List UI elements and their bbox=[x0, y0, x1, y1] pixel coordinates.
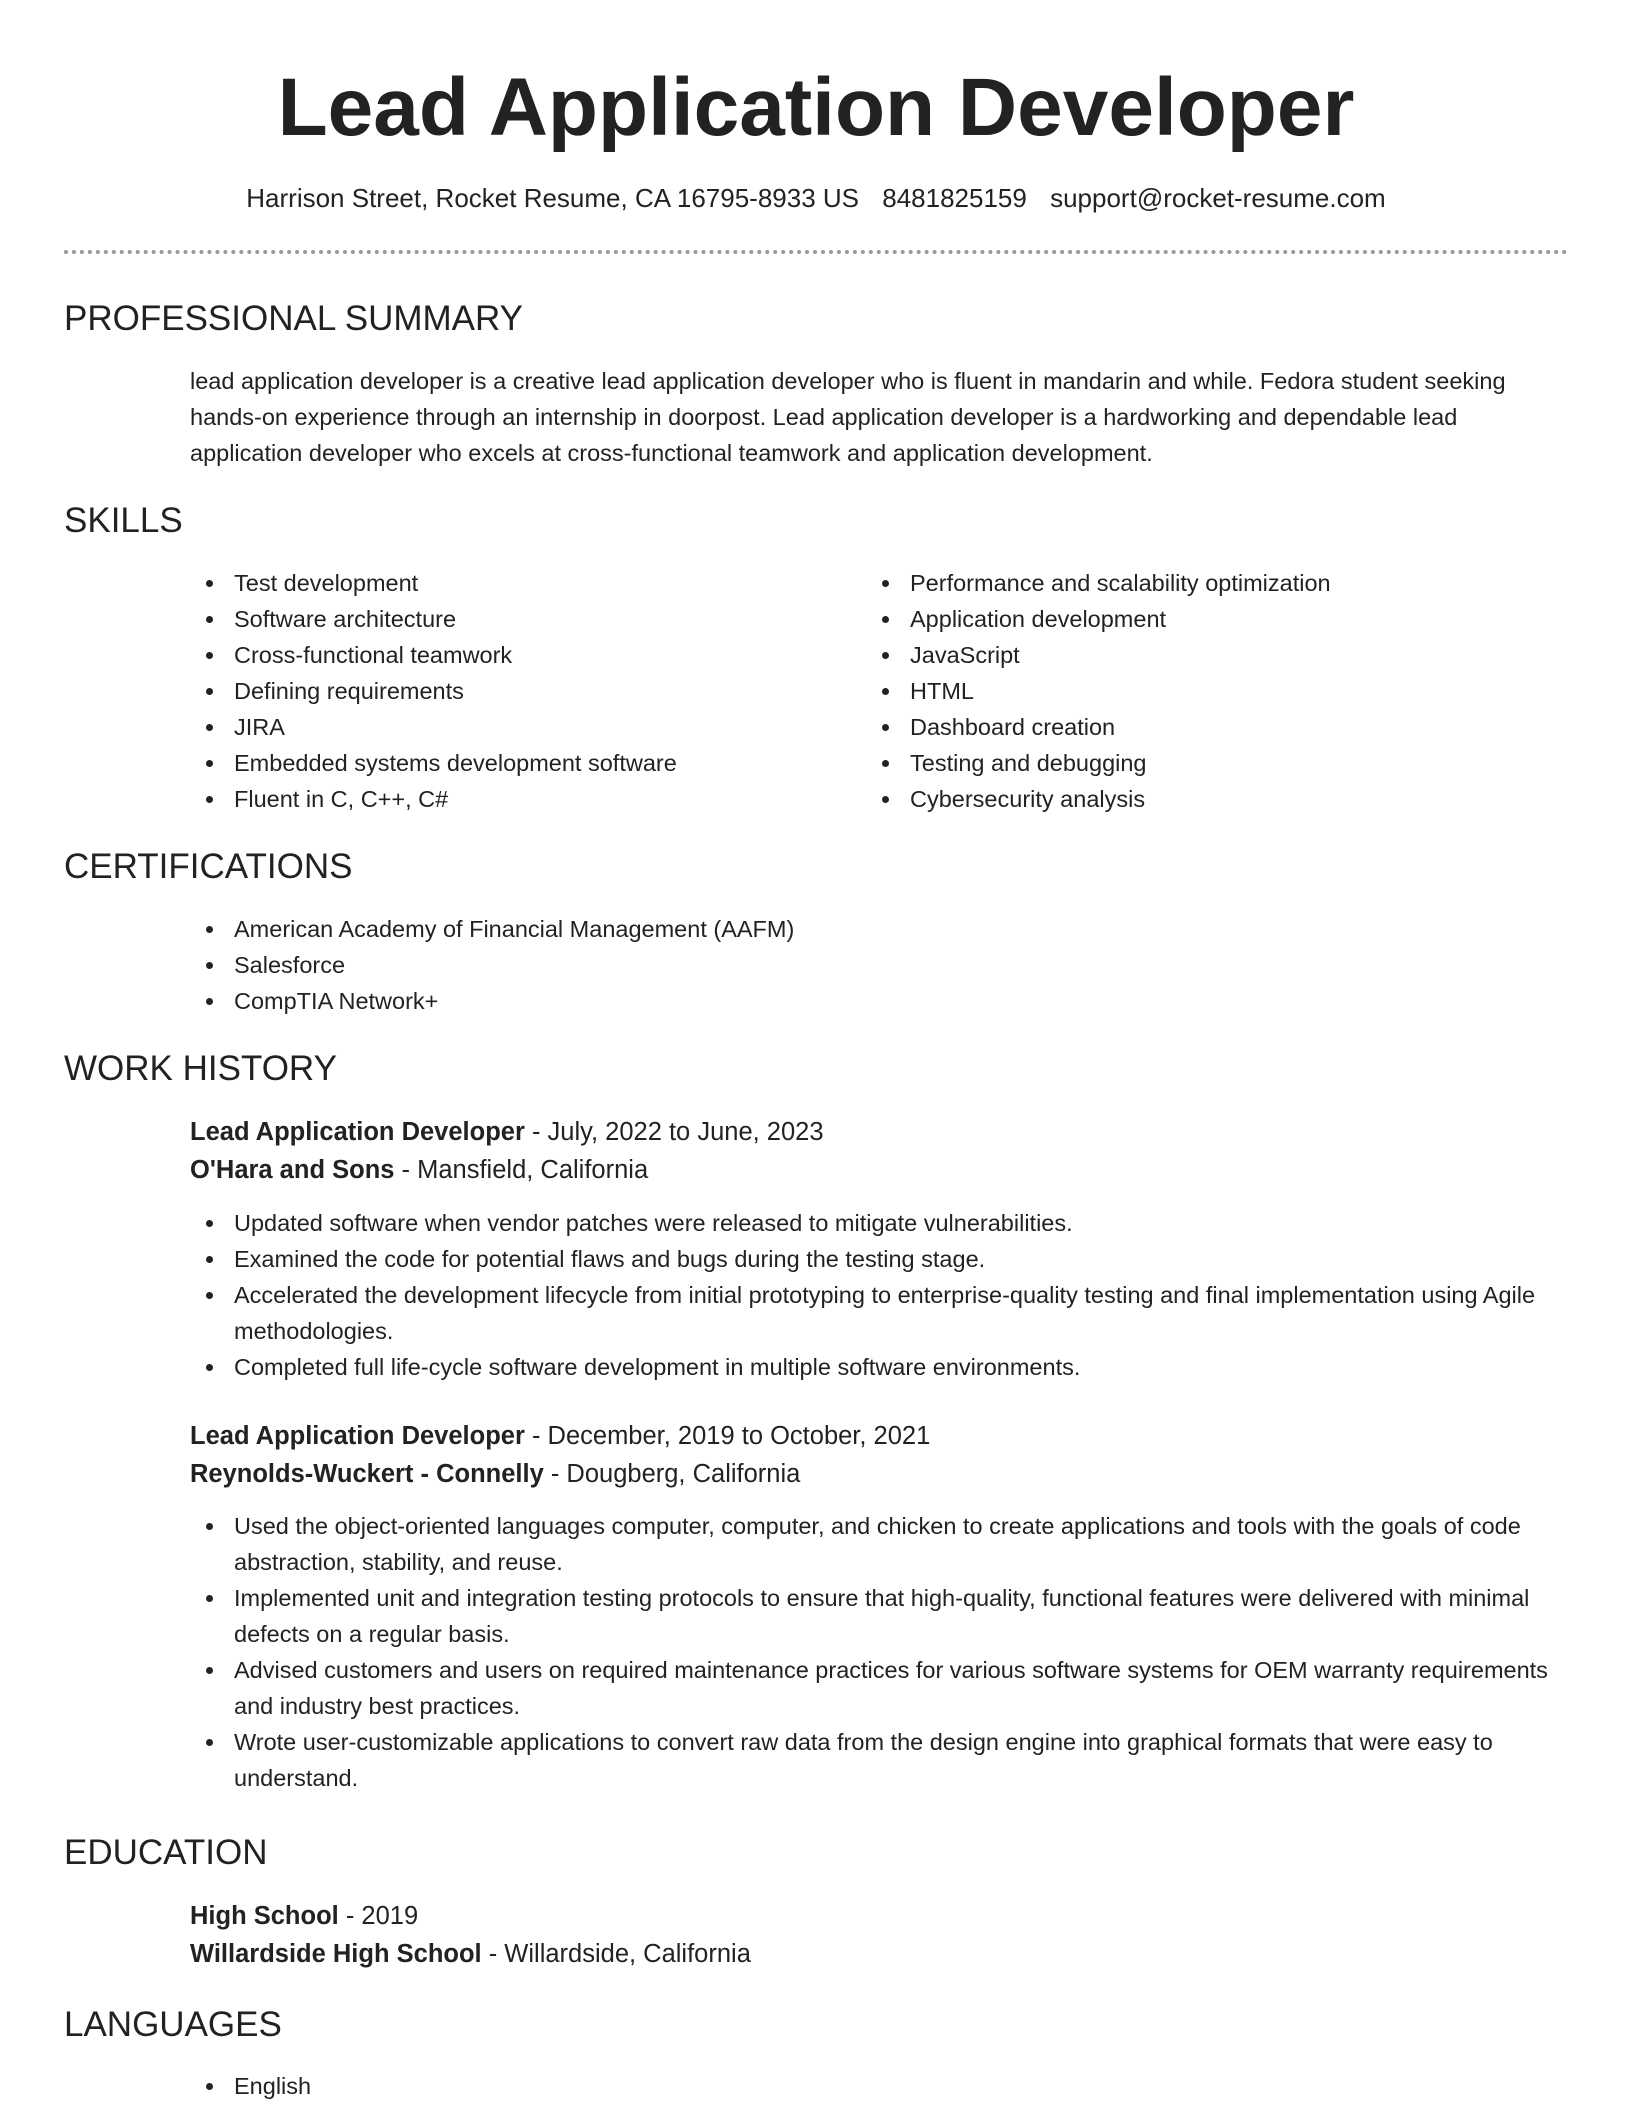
job-entry bbox=[190, 1417, 1570, 1493]
skill-item: Cross-functional teamwork bbox=[190, 637, 850, 673]
contact-email: support@rocket-resume.com bbox=[1050, 183, 1386, 213]
skill-item: Test development bbox=[190, 565, 850, 601]
skill-item: Testing and debugging bbox=[866, 745, 1526, 781]
skill-item: JIRA bbox=[190, 709, 850, 745]
job-company: O'Hara and Sons bbox=[190, 1156, 395, 1184]
resume-name: Lead Application Developer bbox=[277, 62, 1355, 153]
skill-item: JavaScript bbox=[866, 637, 1526, 673]
summary-title: PROFESSIONAL SUMMARY bbox=[64, 299, 523, 338]
skill-item: Embedded systems development software bbox=[190, 745, 850, 781]
skills-section bbox=[64, 500, 1568, 542]
job-role: Lead Application Developer bbox=[190, 1422, 525, 1450]
education-school: Willardside High School bbox=[190, 1940, 482, 1968]
work-title: WORK HISTORY bbox=[64, 1049, 337, 1088]
education-degree-line bbox=[190, 1897, 1570, 1935]
education-location: - Willardside, California bbox=[481, 1940, 751, 1968]
certification-item: American Academy of Financial Management (AAFM) bbox=[190, 911, 1190, 947]
certification-item: CompTIA Network+ bbox=[190, 983, 1190, 1019]
job-bullets bbox=[190, 1508, 1570, 1796]
education-title: EDUCATION bbox=[64, 1833, 268, 1872]
job-bullet: Implemented unit and integration testing protocols to ensure that high-quality, functional features were delivered with minimal defects on a regular basis. bbox=[190, 1580, 1570, 1652]
contact-address: Harrison Street, Rocket Resume, CA 16795-8933 US bbox=[246, 183, 860, 213]
education-year: - 2019 bbox=[338, 1902, 419, 1930]
skill-item: Cybersecurity analysis bbox=[866, 781, 1526, 817]
languages-section bbox=[64, 2004, 1568, 2046]
job-title-line bbox=[190, 1417, 1570, 1455]
languages-list bbox=[190, 2068, 790, 2104]
job-location: - Dougberg, California bbox=[543, 1460, 801, 1488]
job-bullet: Wrote user-customizable applications to convert raw data from the design engine into graphical formats that were easy to understand. bbox=[190, 1724, 1570, 1796]
job-company-line bbox=[190, 1151, 1570, 1189]
certification-item: Salesforce bbox=[190, 947, 1190, 983]
skill-item: Fluent in C, C++, C# bbox=[190, 781, 850, 817]
skill-item: Performance and scalability optimization bbox=[866, 565, 1526, 601]
job-bullet: Advised customers and users on required maintenance practices for various software systems for OEM warranty requirements and industry best practices. bbox=[190, 1652, 1570, 1724]
job-bullet: Examined the code for potential flaws and bugs during the testing stage. bbox=[190, 1241, 1570, 1277]
job-bullets bbox=[190, 1205, 1570, 1385]
skill-item: HTML bbox=[866, 673, 1526, 709]
job-entry bbox=[190, 1113, 1570, 1189]
certifications-section bbox=[64, 846, 1568, 888]
summary-section bbox=[64, 298, 1568, 340]
summary-text: lead application developer is a creative lead application developer who is fluent in mandarin and while. Fedora student seeking hands-on experience through an internship in doorpost. Lead application developer is a hardworking and dependable lead application developer who excels at cross-functional teamwork and application development. bbox=[190, 368, 1506, 466]
skills-list-left bbox=[190, 565, 850, 817]
skills-title: SKILLS bbox=[64, 501, 183, 540]
job-dates: - July, 2022 to June, 2023 bbox=[524, 1118, 824, 1146]
job-company-line bbox=[190, 1455, 1570, 1493]
skill-item: Defining requirements bbox=[190, 673, 850, 709]
education-section bbox=[64, 1832, 1568, 1874]
job-company: Reynolds-Wuckert - Connelly bbox=[190, 1460, 544, 1488]
certifications-title: CERTIFICATIONS bbox=[64, 847, 353, 886]
job-bullet: Accelerated the development lifecycle from initial prototyping to enterprise-quality testing and final implementation using Agile methodologies. bbox=[190, 1277, 1570, 1349]
education-school-line bbox=[190, 1935, 1570, 1973]
job-dates: - December, 2019 to October, 2021 bbox=[524, 1422, 931, 1450]
header-divider bbox=[64, 250, 1568, 254]
languages-title: LANGUAGES bbox=[64, 2005, 282, 2044]
job-title-line bbox=[190, 1113, 1570, 1151]
language-item: English bbox=[190, 2068, 790, 2104]
skills-list-right bbox=[866, 565, 1526, 817]
job-location: - Mansfield, California bbox=[394, 1156, 649, 1184]
work-section bbox=[64, 1048, 1568, 1090]
contact-phone: 8481825159 bbox=[882, 183, 1027, 213]
job-bullet: Used the object-oriented languages computer, computer, and chicken to create applications and tools with the goals of code abstraction, stability, and reuse. bbox=[190, 1508, 1570, 1580]
job-bullet: Updated software when vendor patches were released to mitigate vulnerabilities. bbox=[190, 1205, 1570, 1241]
job-role: Lead Application Developer bbox=[190, 1118, 525, 1146]
skill-item: Dashboard creation bbox=[866, 709, 1526, 745]
contact-line bbox=[0, 181, 1632, 215]
certifications-list bbox=[190, 911, 1190, 1019]
skill-item: Application development bbox=[866, 601, 1526, 637]
education-degree: High School bbox=[190, 1902, 339, 1930]
job-bullet: Completed full life-cycle software development in multiple software environments. bbox=[190, 1349, 1570, 1385]
education-entry bbox=[190, 1897, 1570, 1973]
skill-item: Software architecture bbox=[190, 601, 850, 637]
